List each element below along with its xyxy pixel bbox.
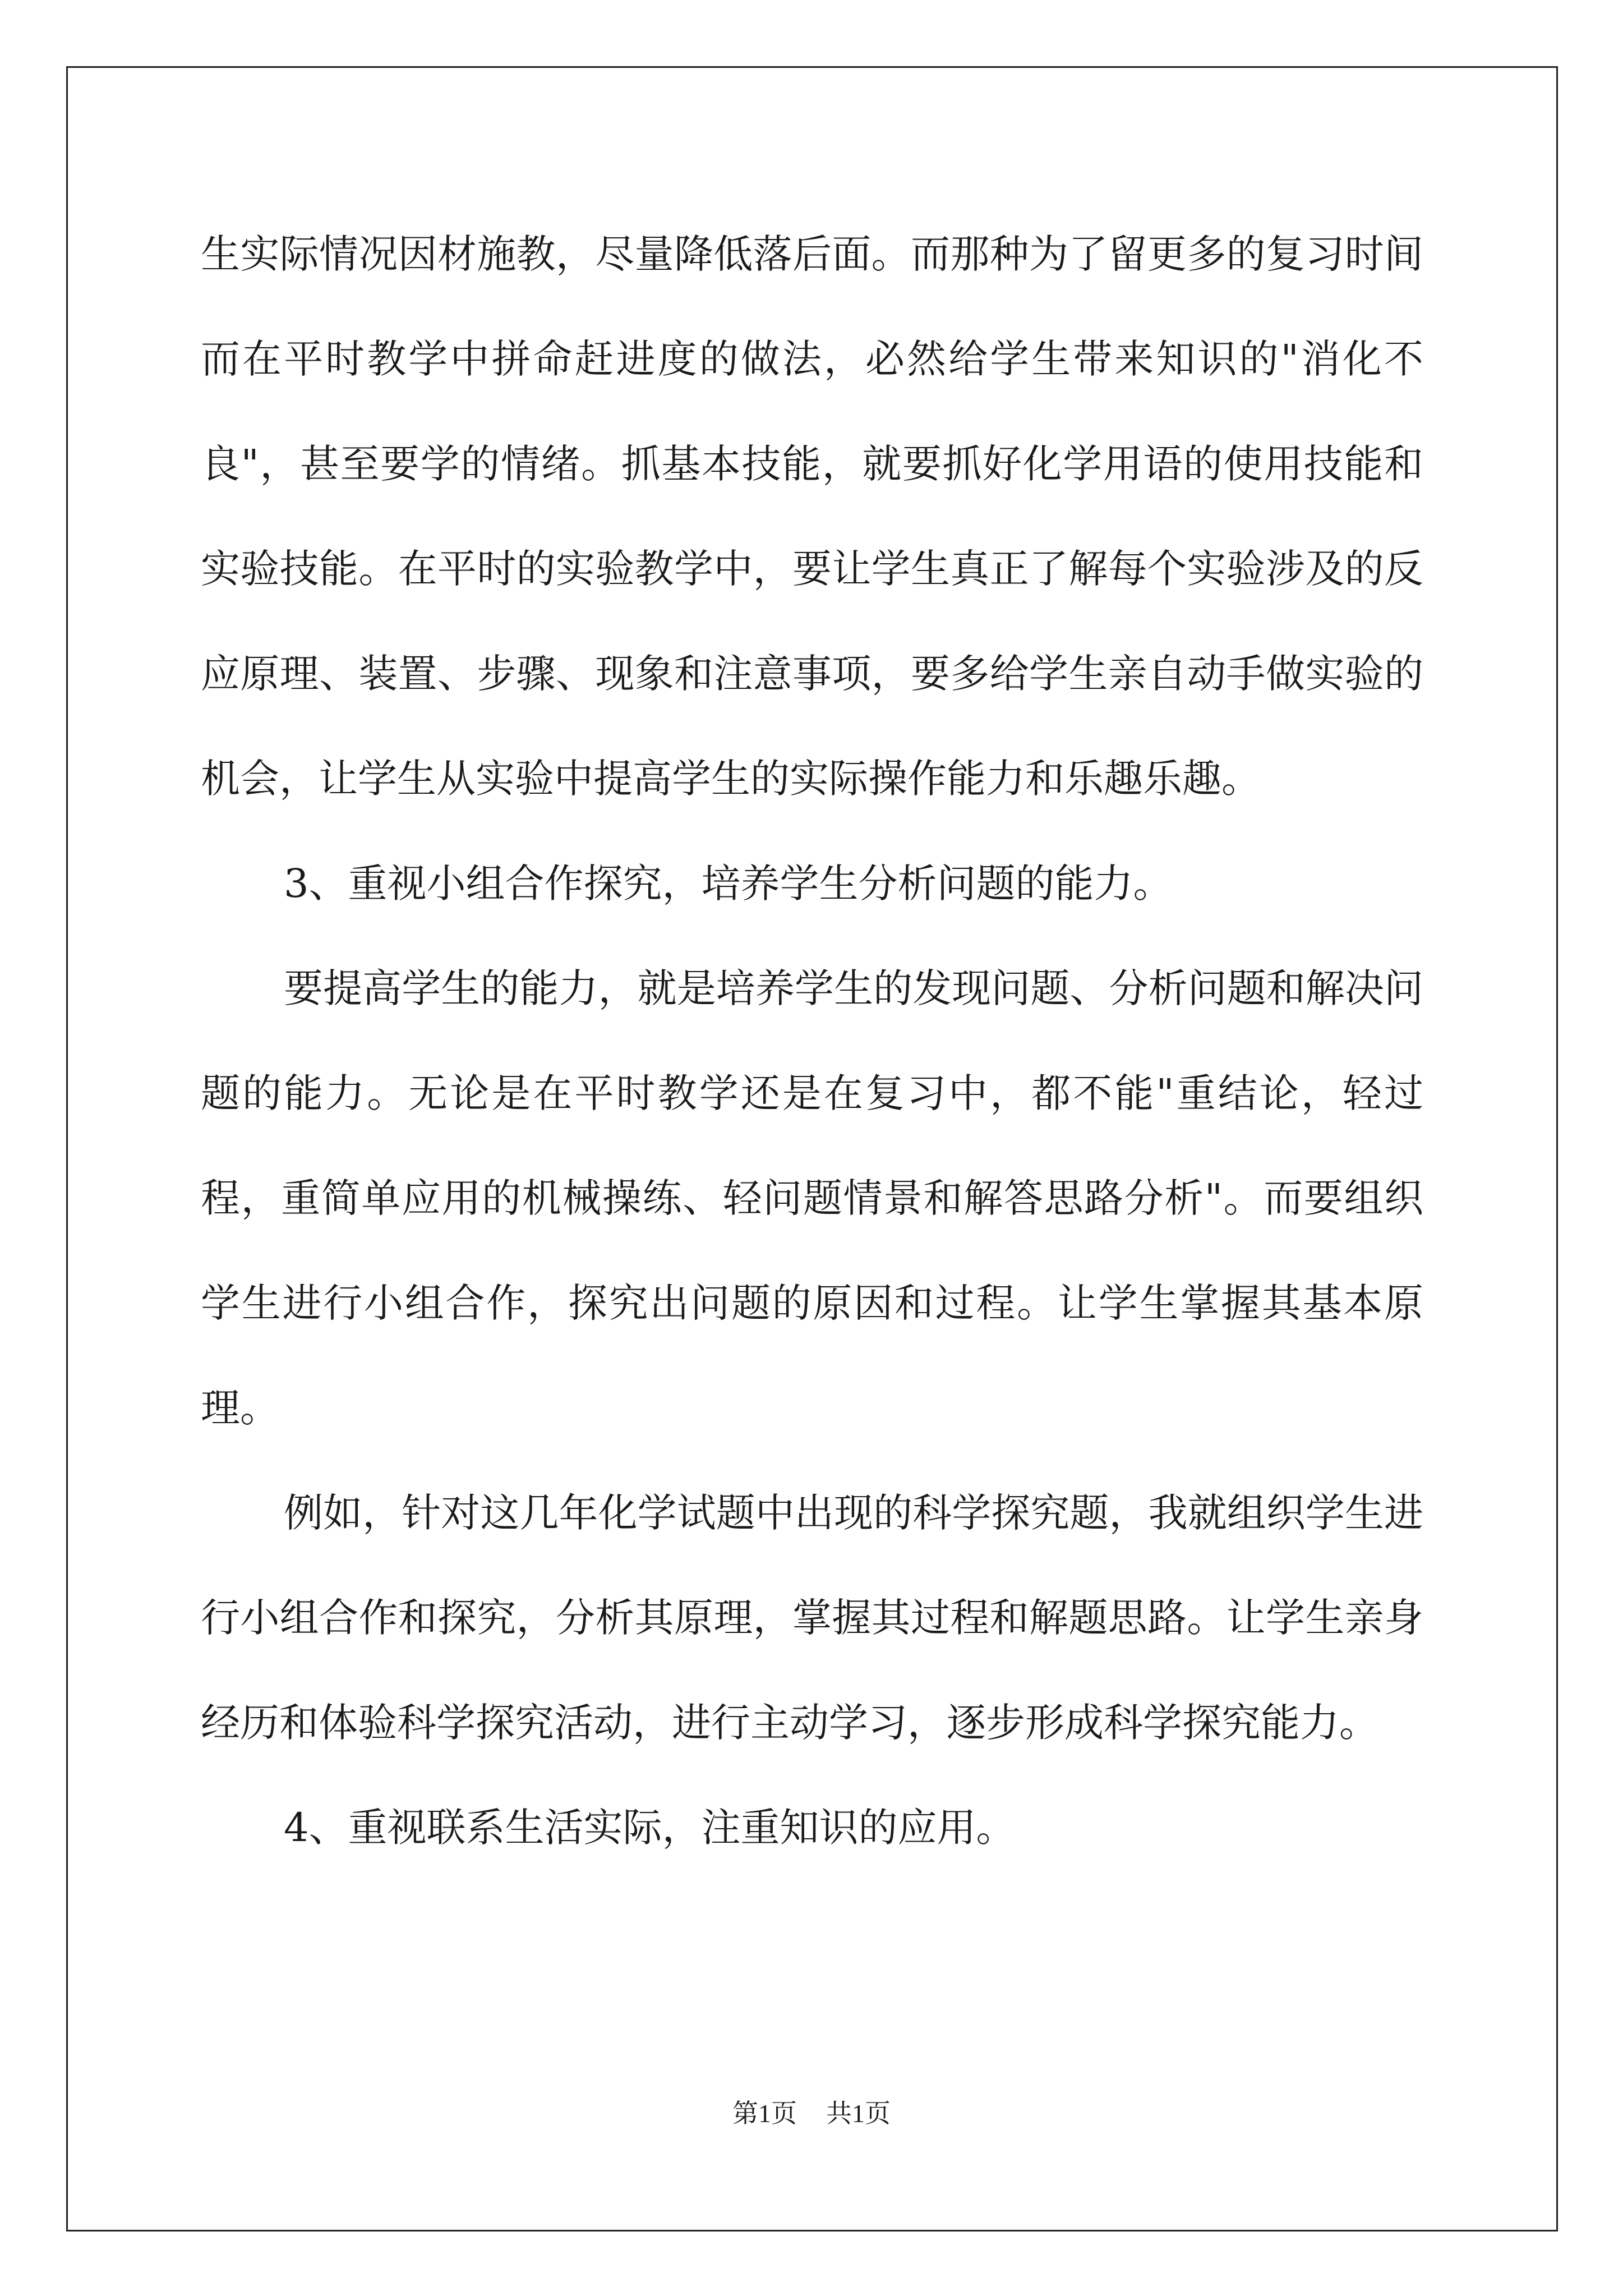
paragraph-2-heading: 3、重视小组合作探究，培养学生分析问题的能力。 (284, 861, 1173, 907)
paragraph-5-heading: 4、重视联系生活实际，注重知识的应用。 (284, 1805, 1016, 1851)
page-footer (0, 2097, 1623, 2131)
page-number: 第1页 (732, 2099, 797, 2128)
page-total: 共1页 (826, 2099, 891, 2128)
paragraph-1: 生实际情况因材施教，尽量降低落后面。而那种为了留更多的复习时间而在平时教学中拼命赶进度的做法，必然给学生带来知识的"消化不良"，甚至要学的情绪。抓基本技能，就要抓好化学用语的使用技能和实验技能。在平时的实验教学中，要让学生真正了解每个实验涉及的反应原理、装置、步骤、现象和注意事项，要多给学生亲自动手做实验的机会，让学生从实验中提高学生的实际操作能力和乐趣乐趣。 (201, 231, 1423, 802)
document-body (201, 202, 1423, 1880)
paragraph-4: 例如，针对这几年化学试题中出现的科学探究题，我就组织学生进行小组合作和探究，分析其原理，掌握其过程和解题思路。让学生亲身经历和体验科学探究活动，进行主动学习，逐步形成科学探究能力。 (201, 1490, 1423, 1746)
paragraph-3: 要提高学生的能力，就是培养学生的发现问题、分析问题和解决问题的能力。无论是在平时教学还是在复习中，都不能"重结论，轻过程，重简单应用的机械操练、轻问题情景和解答思路分析"。而要组织学生进行小组合作，探究出问题的原因和过程。让学生掌握其基本原理。 (201, 965, 1423, 1431)
